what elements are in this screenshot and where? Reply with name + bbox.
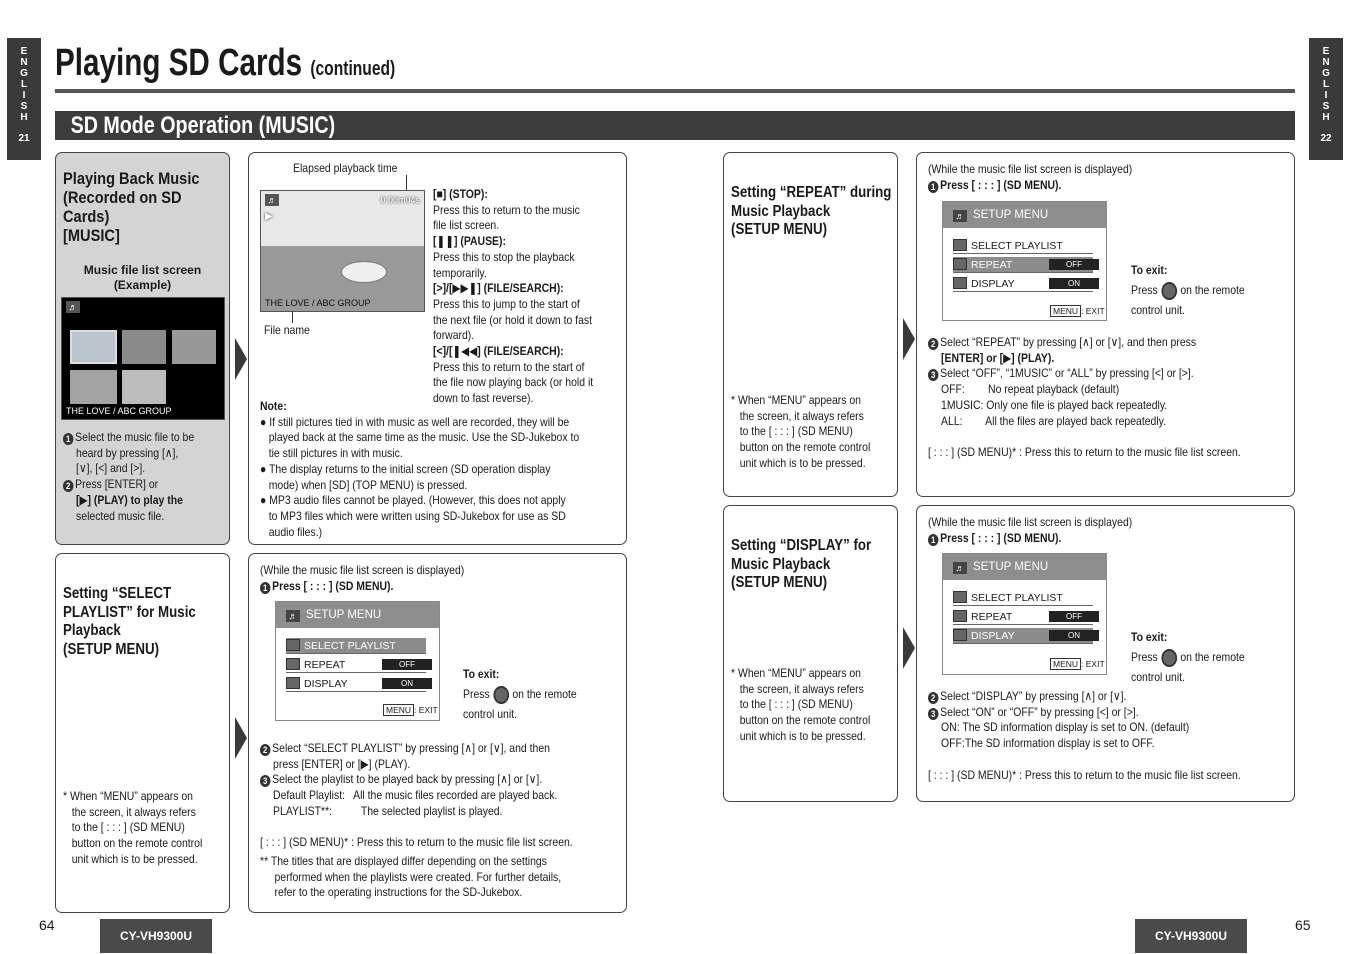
footnote-line: the screen, it always refers	[731, 408, 864, 423]
step-number: 1	[63, 433, 73, 445]
note-block	[260, 399, 579, 540]
repeat-footnote	[731, 393, 870, 472]
elapsed-label: Elapsed playback time	[293, 161, 398, 175]
tab-letter: H	[1322, 112, 1330, 123]
display-value: ON	[1049, 630, 1099, 641]
leader-line	[406, 175, 407, 191]
note-line: played back at the same time as the music. Use the SD-Jukebox to	[260, 430, 580, 445]
menu-item-label: SELECT PLAYLIST	[971, 592, 1063, 604]
leader-line	[292, 311, 293, 323]
footnote-line: unit which is to be pressed.	[63, 851, 198, 866]
page-title-suffix: (continued)	[310, 58, 396, 80]
tab-letter: I	[1324, 90, 1328, 101]
repeat-icon	[953, 610, 967, 622]
exit-title: To exit:	[1131, 630, 1168, 644]
footnote-line: button on the remote control	[731, 713, 871, 728]
display-value: ON	[1049, 278, 1099, 289]
thumbnail[interactable]	[172, 330, 216, 364]
language-tab-left	[7, 38, 41, 160]
note-line: ● If still pictures tied in with music as well are recorded, they will be	[260, 414, 570, 429]
note-line: mode) when [SD] (TOP MENU) is pressed.	[260, 477, 468, 492]
exit-after: on the remote	[1180, 282, 1245, 297]
footnote-line: button on the remote control	[63, 836, 203, 851]
step-text: OFF: No repeat playback (default)	[941, 382, 1120, 397]
heading-line: Playing Back Music	[63, 169, 200, 188]
tab-letter: G	[1322, 68, 1330, 79]
display-steps	[928, 689, 1189, 752]
heading-line: Music Playback	[731, 555, 831, 573]
repeat-detail-box	[916, 152, 1295, 497]
prev-key: [<]/[❚◀◀] (FILE/SEARCH):	[433, 344, 564, 359]
exit-help	[1131, 263, 1245, 318]
display-step1	[928, 531, 1061, 547]
menu-item-label: DISPLAY	[971, 630, 1015, 642]
exit-text: : EXIT	[414, 705, 438, 715]
music-file-list-screen	[61, 297, 225, 420]
footnote-line: unit which is to be pressed.	[731, 455, 866, 470]
control-text: the file now playing back (or hold it	[433, 375, 594, 390]
selected-file-label: THE LOVE / ABC GROUP	[66, 406, 172, 416]
display-icon	[286, 677, 300, 689]
elapsed-time: 0:00m04s	[380, 195, 420, 205]
thumbnail-selected[interactable]	[70, 330, 117, 364]
setup-menu-screen	[942, 201, 1107, 321]
step-text: ALL: All the files are played back repeatedly.	[941, 413, 1167, 428]
step-text: OFF:The SD information display is set to OFF.	[941, 736, 1155, 751]
setup-menu-title: SETUP MENU	[973, 561, 1049, 573]
menu-item-label: REPEAT	[971, 611, 1013, 623]
section-title: SD Mode Operation (MUSIC)	[70, 112, 336, 139]
menu-item-repeat[interactable]	[286, 657, 426, 673]
repeat-value: OFF	[1049, 259, 1099, 270]
music-note-icon: ♬	[265, 194, 279, 206]
menu-item-label: DISPLAY	[971, 278, 1015, 290]
tab-letter: S	[1322, 101, 1330, 112]
menu-item-label: REPEAT	[971, 259, 1013, 271]
exit-help	[463, 667, 577, 722]
step-number: 2	[928, 692, 938, 704]
repeat-value: OFF	[1049, 611, 1099, 622]
control-text: forward).	[433, 328, 475, 343]
page-title	[55, 40, 395, 92]
step-number: 3	[928, 369, 938, 381]
next-key: [>]/[▶▶❚] (FILE/SEARCH):	[433, 281, 564, 296]
exit-press: Press	[463, 686, 490, 701]
stop-key: [■] (STOP):	[433, 187, 488, 201]
step-text: [∨], [<] and [>].	[76, 461, 146, 476]
note-line: performed when the playlists were created. For further details,	[260, 869, 562, 884]
setup-menu-screen	[942, 553, 1107, 675]
footnote-line: the screen, it always refers	[63, 804, 196, 819]
step-text: Select “DISPLAY” by pressing [∧] or [∨].	[940, 689, 1127, 703]
heading-line: Setting “SELECT	[63, 585, 172, 602]
repeat-step1	[928, 178, 1061, 194]
heading-line: Cards)	[63, 207, 110, 226]
step-text: Select “ON” or “OFF” by pressing [<] or [>].	[940, 704, 1139, 719]
setup-menu-header	[943, 554, 1106, 580]
list-caption	[56, 263, 229, 293]
display-icon	[953, 629, 967, 641]
control-text: down to fast reverse).	[433, 391, 534, 406]
exit-after2: control unit.	[463, 706, 517, 721]
menu-exit-hint	[1050, 658, 1105, 670]
repeat-icon	[953, 258, 967, 270]
playlist-icon	[953, 591, 967, 603]
menu-item-display[interactable]	[953, 628, 1093, 644]
footnote-line: the screen, it always refers	[731, 681, 864, 696]
thumbnail[interactable]	[122, 330, 166, 364]
menu-item-label: SELECT PLAYLIST	[971, 240, 1063, 252]
page-number-right: 65	[1295, 917, 1311, 933]
display-intro: (While the music file list screen is displayed)	[928, 515, 1133, 529]
heading-line: Playback	[63, 622, 121, 639]
playlist-heading-box	[55, 553, 230, 913]
repeat-value: OFF	[382, 659, 432, 670]
step-number: 2	[928, 338, 938, 350]
playlist-heading	[63, 585, 196, 659]
tab-letter: L	[20, 79, 28, 90]
heading-line: PLAYLIST” for Music	[63, 603, 196, 621]
heading-line: [MUSIC]	[63, 226, 120, 245]
page-number-left: 64	[39, 917, 55, 933]
caption-line: (Example)	[113, 278, 172, 292]
playlist-double-note	[260, 854, 561, 901]
heading-line: Setting “REPEAT” during	[731, 184, 892, 201]
exit-after: on the remote	[1180, 649, 1245, 664]
footnote-line: unit which is to be pressed.	[731, 728, 866, 743]
step-number: 2	[260, 744, 270, 756]
setup-menu-header	[943, 202, 1106, 228]
control-text: Press this to jump to the start of	[433, 296, 580, 311]
heading-line: Setting “DISPLAY” for	[731, 537, 872, 554]
step-number: 1	[928, 534, 938, 546]
section-bar	[55, 111, 1295, 140]
playlist-icon	[953, 239, 967, 251]
exit-title: To exit:	[1131, 263, 1168, 277]
exit-help	[1131, 630, 1245, 685]
playback-detail-box	[248, 152, 627, 545]
menu-key: MENU	[1050, 658, 1081, 670]
step-text: [ENTER] or [▶] (PLAY).	[941, 350, 1055, 365]
menu-key: MENU	[383, 704, 414, 716]
setup-menu-title: SETUP MENU	[973, 209, 1049, 221]
title-rule	[55, 89, 1295, 93]
menu-item-select-playlist[interactable]	[953, 238, 1093, 254]
exit-press: Press	[1131, 282, 1158, 297]
model-badge-left: CY-VH9300U	[100, 919, 212, 953]
thumbnail[interactable]	[70, 370, 117, 404]
heading-line: (SETUP MENU)	[731, 221, 828, 238]
playback-heading-box	[55, 152, 230, 545]
playlist-intro: (While the music file list screen is displayed)	[260, 563, 465, 577]
file-name-display: THE LOVE / ABC GROUP	[265, 298, 371, 308]
menu-item-display[interactable]	[953, 276, 1093, 292]
step-text: heard by pressing [∧],	[76, 445, 179, 460]
control-text: temporarily.	[433, 265, 487, 280]
step-text: 1MUSIC: Only one file is played back repeatedly.	[941, 397, 1168, 412]
footnote-line: to the [ : : : ] (SD MENU)	[63, 820, 185, 835]
hat-image	[341, 261, 387, 283]
note-line: ● MP3 audio files cannot be played. (However, this does not apply	[260, 493, 566, 508]
tab-letter: G	[20, 68, 28, 79]
step-text: Press [ENTER] or	[75, 477, 159, 492]
footnote-line: to the [ : : : ] (SD MENU)	[731, 424, 853, 439]
note-line: audio files.)	[260, 524, 323, 539]
display-value: ON	[382, 678, 432, 689]
menu-item-select-playlist[interactable]	[953, 590, 1093, 606]
tab-letter: E	[20, 46, 28, 57]
menu-item-label: SELECT PLAYLIST	[304, 640, 396, 652]
playlist-detail-box	[248, 553, 627, 913]
step-text: Select the playlist to be played back by pressing [∧] or [∨].	[272, 772, 543, 787]
heading-line: (Recorded on SD	[63, 188, 182, 207]
step-number: 3	[260, 775, 270, 787]
footnote-line: * When “MENU” appears on	[731, 666, 861, 680]
exit-text: : EXIT	[1081, 306, 1105, 316]
step-text: Select “REPEAT” by pressing [∧] or [∨], and then press	[940, 335, 1197, 349]
note-line: ● The display returns to the initial screen (SD operation display	[260, 461, 551, 476]
menu-item-repeat[interactable]	[953, 257, 1093, 273]
music-note-icon: ♬	[953, 210, 967, 222]
playback-steps	[63, 430, 194, 524]
tab-letter: L	[1322, 79, 1330, 90]
display-sdmenu-note: [ : : : ] (SD MENU)* : Press this to return to the music file list screen.	[928, 768, 1241, 782]
repeat-heading-box	[723, 152, 898, 497]
step-text: Press [ : : : ] (SD MENU).	[272, 579, 394, 593]
step-text: selected music file.	[76, 508, 165, 523]
music-note-icon: ♬	[286, 610, 300, 622]
thumbnail[interactable]	[122, 370, 166, 404]
tab-letter: H	[20, 112, 28, 123]
repeat-steps	[928, 335, 1196, 429]
exit-text: : EXIT	[1081, 659, 1105, 669]
page-title-text: Playing SD Cards	[55, 42, 303, 84]
footnote-line: to the [ : : : ] (SD MENU)	[731, 697, 853, 712]
file-name-label: File name	[264, 323, 310, 337]
setup-menu-screen	[275, 601, 440, 721]
sd-menu-remote-button-icon	[1161, 282, 1177, 300]
exit-after2: control unit.	[1131, 669, 1185, 684]
note-line: to MP3 files which were written using SD-Jukebox for use as SD	[260, 508, 566, 523]
tab-letter: N	[1322, 57, 1330, 68]
control-text: Press this to return to the music	[433, 202, 580, 217]
tab-page-number: 21	[18, 133, 30, 144]
tab-letter: I	[22, 90, 26, 101]
step-text: PLAYLIST**: The selected playlist is played.	[273, 803, 503, 818]
step-text: ON: The SD information display is set to ON. (default)	[941, 720, 1190, 735]
note-line: tie still pictures in with music.	[260, 446, 403, 461]
control-descriptions	[433, 187, 593, 407]
control-text: file list screen.	[433, 218, 500, 233]
step-number: 3	[928, 708, 938, 720]
control-text: Press this to return to the start of	[433, 359, 585, 374]
language-tab-right	[1309, 38, 1343, 160]
note-line: refer to the operating instructions for the SD-Jukebox.	[260, 885, 523, 900]
exit-after: on the remote	[512, 686, 577, 701]
setup-menu-title: SETUP MENU	[306, 609, 382, 621]
step-number: 1	[260, 582, 270, 594]
flow-arrow	[235, 717, 247, 759]
heading-line: Music Playback	[731, 202, 831, 220]
step-number: 2	[63, 480, 73, 492]
control-text: Press this to stop the playback	[433, 249, 575, 264]
heading-line: (SETUP MENU)	[63, 640, 160, 658]
exit-press: Press	[1131, 649, 1158, 664]
note-line: ** The titles that are displayed differ depending on the settings	[260, 854, 547, 868]
menu-item-label: REPEAT	[304, 659, 346, 671]
playlist-icon	[286, 639, 300, 651]
display-icon	[953, 277, 967, 289]
flow-arrow	[903, 318, 915, 360]
flow-arrow	[235, 338, 247, 380]
step-text: press [ENTER] or [▶] (PLAY).	[273, 756, 411, 771]
sd-menu-remote-button-icon	[1161, 649, 1177, 667]
step-number: 1	[928, 181, 938, 193]
menu-item-label: DISPLAY	[304, 678, 348, 690]
footnote-line: * When “MENU” appears on	[63, 789, 193, 803]
menu-key: MENU	[1050, 305, 1081, 317]
display-detail-box	[916, 505, 1295, 802]
pause-key: [❚❚] (PAUSE):	[433, 234, 506, 249]
sd-menu-remote-button-icon	[493, 686, 509, 704]
play-indicator-icon: ▶	[265, 211, 273, 222]
menu-item-repeat[interactable]	[953, 609, 1093, 625]
display-heading-box	[723, 505, 898, 802]
step-text: Press [ : : : ] (SD MENU).	[940, 178, 1062, 192]
step-text: Select “SELECT PLAYLIST” by pressing [∧] or [∨], and then	[272, 741, 550, 755]
setup-menu-header	[276, 602, 439, 628]
tab-page-number: 22	[1320, 133, 1332, 144]
footnote-line: button on the remote control	[731, 440, 871, 455]
playback-heading	[63, 169, 200, 245]
menu-item-display[interactable]	[286, 676, 426, 692]
repeat-sdmenu-note: [ : : : ] (SD MENU)* : Press this to return to the music file list screen.	[928, 445, 1241, 459]
footnote-line: * When “MENU” appears on	[731, 393, 861, 407]
playback-screen	[260, 190, 425, 312]
step-text: Press [ : : : ] (SD MENU).	[940, 531, 1062, 545]
playlist-step2	[260, 741, 557, 820]
tab-letter: S	[20, 101, 28, 112]
repeat-icon	[286, 658, 300, 670]
repeat-heading	[731, 184, 891, 240]
menu-exit-hint	[383, 704, 438, 716]
playlist-footnote	[63, 789, 202, 868]
display-footnote	[731, 666, 870, 745]
menu-exit-hint	[1050, 305, 1105, 317]
exit-after2: control unit.	[1131, 302, 1185, 317]
step-text: Select “OFF”, “1MUSIC” or “ALL” by pressing [<] or [>].	[940, 366, 1194, 381]
step-text: [▶] (PLAY) to play the	[76, 492, 183, 507]
step-text: Select the music file to be	[75, 430, 195, 444]
playlist-sdmenu-note: [ : : : ] (SD MENU)* : Press this to return to the music file list screen.	[260, 835, 573, 849]
music-note-icon: ♬	[953, 562, 967, 574]
display-heading	[731, 537, 871, 593]
playlist-step1	[260, 579, 393, 595]
tab-letter: N	[20, 57, 28, 68]
music-note-icon: ♬	[66, 301, 80, 313]
repeat-intro: (While the music file list screen is displayed)	[928, 162, 1133, 176]
model-badge-right: CY-VH9300U	[1135, 919, 1247, 953]
caption-line: Music file list screen	[83, 263, 202, 277]
tab-letter: E	[1322, 46, 1330, 57]
control-text: the next file (or hold it down to fast	[433, 312, 593, 327]
exit-title: To exit:	[463, 667, 500, 681]
note-title: Note:	[260, 399, 287, 413]
step-text: Default Playlist: All the music files recorded are played back.	[273, 788, 558, 803]
heading-line: (SETUP MENU)	[731, 574, 828, 591]
menu-item-select-playlist[interactable]	[286, 638, 426, 654]
flow-arrow	[903, 627, 915, 669]
